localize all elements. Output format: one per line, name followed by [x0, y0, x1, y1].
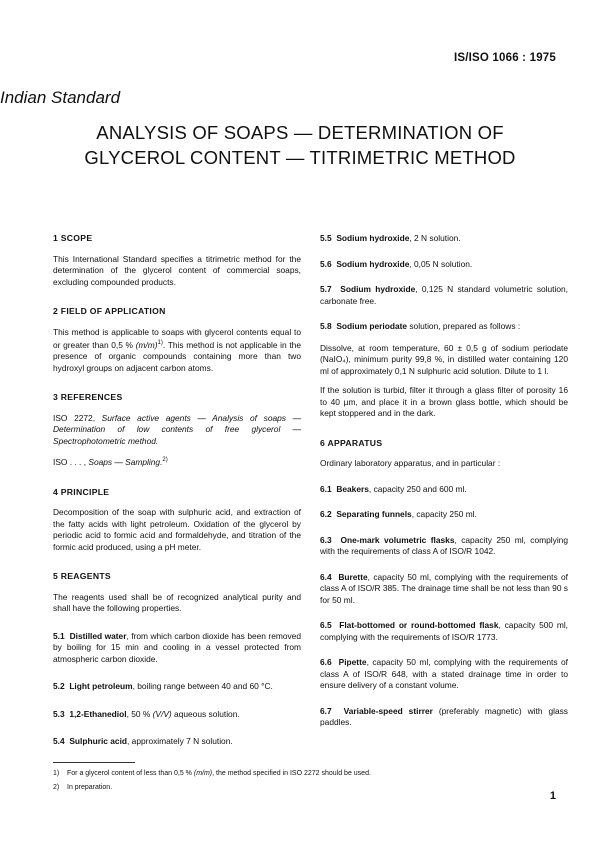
- text-run: This method is applicable to soaps with glycerol contents equal to or greater than 0,5 %: [53, 326, 301, 350]
- item-name: Beakers: [336, 483, 369, 494]
- section-field-of-application: [53, 306, 301, 374]
- text-run: ISO . . . ,: [53, 457, 89, 468]
- footnotes: [53, 762, 553, 797]
- section-reagents: [53, 571, 301, 748]
- reagent-5-2: [53, 681, 301, 693]
- text-run: Surface active agents — Analysis of soaps — Determination of low contents of free glycerol — Spectrophotometric method.: [53, 412, 301, 446]
- section-heading: 1 SCOPE: [53, 233, 93, 243]
- clause-number: 6.7: [320, 705, 332, 716]
- footnote-ref: 2): [162, 457, 168, 464]
- text-run: Soaps — Sampling.: [88, 457, 163, 468]
- clause-number: 5.3: [53, 708, 65, 719]
- footnote-divider: [53, 762, 135, 763]
- text-run: , capacity 500 ml, complying with the requirements of ISO/R 1773.: [320, 620, 569, 642]
- footnote-1: [53, 769, 553, 779]
- section-heading: 4 PRINCIPLE: [53, 486, 110, 497]
- reagent-5-3: [53, 709, 301, 721]
- clause-number: 5.6: [320, 258, 332, 269]
- item-name: Pipette: [338, 657, 367, 667]
- item-name: Sulphuric acid: [69, 736, 128, 747]
- reagent-5-1: [53, 631, 301, 666]
- text-run: , capacity 50 ml, complying with the requirements of class A of ISO/R 385. The drainage time shall be not less than 90 s for 50 ml.: [320, 571, 569, 605]
- item-name: One-mark volumetric flasks: [340, 534, 455, 545]
- clause-number: 5.8: [320, 321, 332, 331]
- document-id: IS/ISO 1066 : 1975: [453, 52, 556, 64]
- apparatus-text: Ordinary laboratory apparatus, and in particular :: [320, 458, 501, 468]
- item-name: Sodium periodate: [336, 321, 408, 331]
- text-run: aqueous solution.: [171, 708, 240, 719]
- footnote-number: 1): [53, 770, 60, 777]
- footnote-number: 2): [53, 784, 60, 791]
- text-run: ISO 2272,: [53, 412, 102, 423]
- text-run: (V/V): [152, 708, 172, 719]
- clause-number: 6.6: [320, 657, 332, 667]
- clause-number: 5.2: [53, 681, 65, 692]
- text-run: . This method is not applicable in the presence of organic compounds containing more than two hydroxyl groups on adjacent carbon atoms.: [53, 339, 301, 373]
- clause-number: 5.1: [53, 630, 65, 641]
- section-heading: 3 REFERENCES: [53, 392, 123, 403]
- scope-text: This International Standard specifies a titrimetric method for the determination of the glycerol content of commercial soaps, excluding compounded products.: [53, 253, 301, 287]
- text-run: (m/m): [135, 339, 158, 350]
- clause-number: 6.2: [320, 509, 332, 519]
- text-run: , capacity 50 ml, complying with the requirements of class A of ISO/R 648, with a stated drainage time in order to ensure delivery of a constant volume.: [320, 657, 569, 690]
- footnote-ref: 1): [157, 340, 163, 346]
- periodate-preparation: Dissolve, at room temperature, 60 ± 0,5 g of sodium periodate (NaIO₄), minimum purity 99,8 %, in distilled water containing 120 ml of approximately 0,1 N sulphuric acid solution. Dilute to 1 l.: [320, 342, 568, 376]
- reagent-5-7: [320, 284, 568, 307]
- text-run: , 0,125 N standard volumetric solution, carbonate free.: [320, 284, 569, 306]
- page-number: 1: [549, 790, 556, 802]
- reference-item: [53, 413, 301, 448]
- apparatus-6-5: [320, 620, 568, 643]
- reagent-5-8: [320, 321, 568, 333]
- section-heading: 6 APPARATUS: [320, 437, 383, 448]
- footnote-2: [53, 783, 553, 793]
- apparatus-6-6: [320, 657, 568, 692]
- text-run: , capacity 250 ml, complying with the requirements of class A of ISO/R 1042.: [320, 534, 568, 556]
- periodate-filtering: If the solution is turbid, filter it through a glass filter of porosity 16 to 40 µm, and place it in a brown glass bottle, which should be kept stoppered and in the dark.: [320, 385, 568, 418]
- apparatus-6-3: [320, 535, 568, 558]
- reference-item: [53, 455, 301, 468]
- clause-number: 5.5: [320, 233, 332, 243]
- left-column: [53, 233, 301, 760]
- text-run: , capacity 250 and 600 ml.: [368, 483, 467, 494]
- text-run: , 0,05 N solution.: [409, 258, 473, 269]
- section-heading: 5 REAGENTS: [53, 571, 111, 582]
- clause-number: 5.7: [320, 284, 332, 294]
- section-references: [53, 392, 301, 468]
- standard-subtitle: Indian Standard: [0, 88, 121, 107]
- clause-number: 6.4: [320, 571, 332, 582]
- item-name: Flat-bottomed or round-bottomed flask: [339, 620, 499, 630]
- text-run: solution, prepared as follows :: [407, 321, 521, 331]
- text-run: , 2 N solution.: [409, 233, 461, 243]
- text-run: , from which carbon dioxide has been removed by boiling for 15 min and cooling in a vessel protected from atmospheric carbon dioxide.: [53, 630, 301, 664]
- document-title: [0, 120, 600, 170]
- item-name: Distilled water: [69, 630, 127, 641]
- clause-number: 6.3: [320, 534, 332, 545]
- text-run: In preparation.: [67, 784, 113, 791]
- section-scope: [53, 233, 301, 288]
- document-header: [0, 88, 600, 170]
- item-name: Light petroleum: [69, 681, 133, 692]
- item-name: 1,2-Ethanediol: [69, 708, 127, 719]
- clause-number: 5.4: [53, 736, 65, 747]
- text-run: , capacity 250 ml.: [411, 509, 477, 519]
- text-run: (m/m): [193, 770, 213, 777]
- reagent-5-6: [320, 259, 568, 271]
- clause-number: 6.1: [320, 483, 332, 494]
- item-name: Sodium hydroxide: [336, 233, 410, 243]
- text-run: , approximately 7 N solution.: [127, 736, 233, 747]
- item-name: Burette: [338, 571, 368, 582]
- item-name: Variable-speed stirrer: [343, 705, 433, 716]
- reagents-text: The reagents used shall be of recognized analytical purity and shall have the following properties.: [53, 591, 301, 614]
- section-heading: 2 FIELD OF APPLICATION: [53, 306, 166, 316]
- field-text: [53, 327, 301, 375]
- text-run: (preferably magnetic) with glass paddles.: [320, 705, 568, 727]
- apparatus-6-7: [320, 706, 568, 729]
- reagent-5-5: [320, 233, 568, 245]
- clause-number: 6.5: [320, 620, 332, 630]
- item-name: Sodium hydroxide: [336, 258, 410, 269]
- principle-text: Decomposition of the soap with sulphuric acid, and extraction of the fatty acids with light petroleum. Oxidation of the glycerol by periodic acid to formic acid and formaldehyde, and titration of the formic acid produced, using a pH meter.: [53, 507, 301, 552]
- text-run: , boiling range between 40 and 60 °C.: [132, 681, 273, 692]
- item-name: Separating funnels: [336, 509, 412, 519]
- text-run: For a glycerol content of less than 0,5 %: [67, 770, 194, 777]
- apparatus-6-1: [320, 484, 568, 496]
- apparatus-6-2: [320, 509, 568, 521]
- reagent-5-4: [53, 736, 301, 748]
- title-line-1: ANALYSIS OF SOAPS — DETERMINATION OF: [96, 122, 504, 143]
- right-column: [320, 233, 568, 737]
- text-run: , 50 %: [126, 708, 153, 719]
- section-principle: [53, 487, 301, 554]
- title-line-2: GLYCEROL CONTENT — TITRIMETRIC METHOD: [84, 147, 516, 168]
- text-run: , the method specified in ISO 2272 should be used.: [212, 770, 371, 777]
- apparatus-6-4: [320, 572, 568, 607]
- item-name: Sodium hydroxide: [340, 284, 416, 294]
